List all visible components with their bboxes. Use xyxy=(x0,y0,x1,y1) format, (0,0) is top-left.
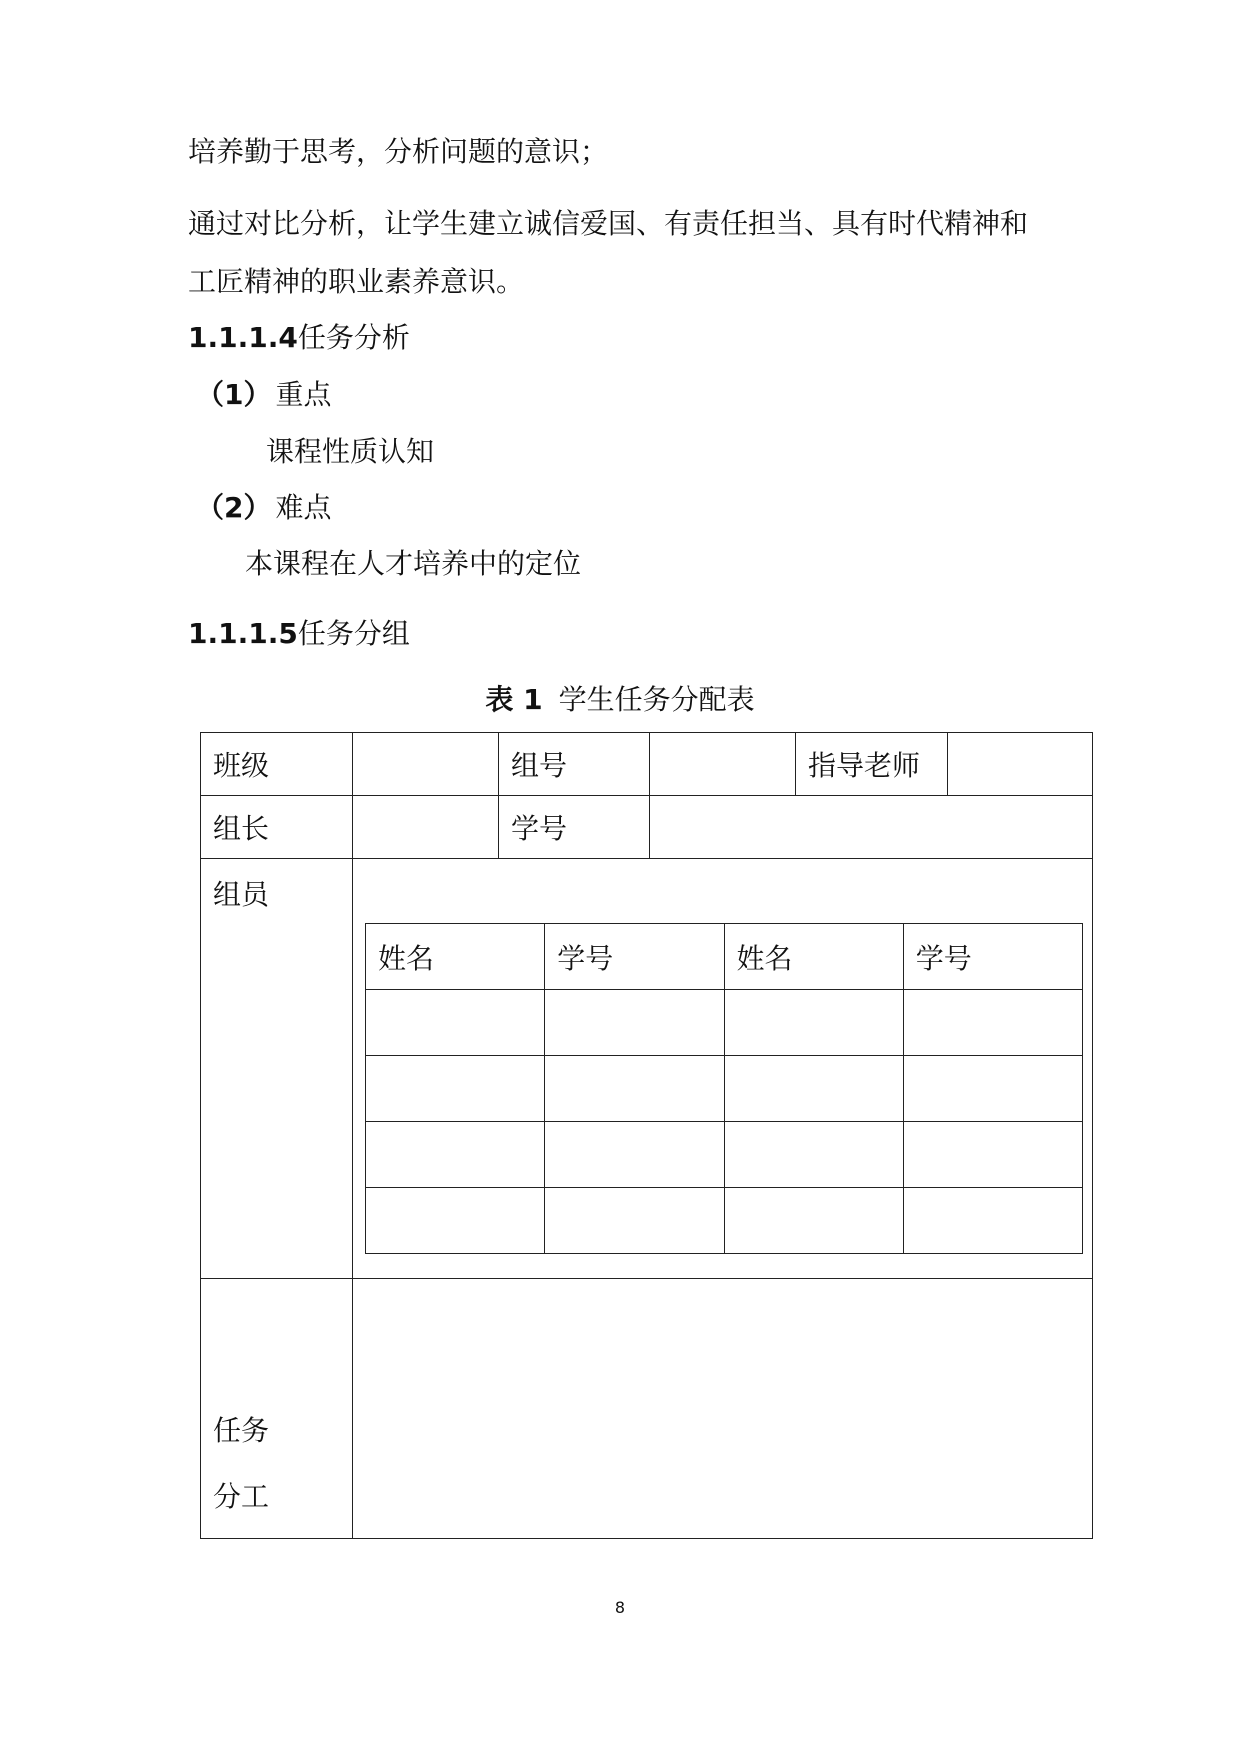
member-cell[interactable] xyxy=(724,1122,903,1188)
advisor-value[interactable] xyxy=(948,733,1093,796)
section-title: 任务分组 xyxy=(297,617,410,650)
group-no-label: 组号 xyxy=(499,733,650,796)
members-header-row xyxy=(366,924,1083,990)
body-line-1: 培养勤于思考，分析问题的意识； xyxy=(188,135,609,168)
advisor-label: 指导老师 xyxy=(796,733,948,796)
member-id-header: 学号 xyxy=(545,924,724,990)
key-point-title: 重点 xyxy=(275,378,332,411)
member-id-header: 学号 xyxy=(903,924,1082,990)
difficult-point-content: 本课程在人才培养中的定位 xyxy=(245,547,582,580)
table-row xyxy=(201,796,1093,859)
division-label xyxy=(201,1279,353,1539)
section-number: 1.1.1.4 xyxy=(188,321,298,354)
leader-id-label: 学号 xyxy=(499,796,650,859)
member-name-header: 姓名 xyxy=(724,924,903,990)
difficult-point-title: 难点 xyxy=(275,491,332,524)
member-cell[interactable] xyxy=(724,1188,903,1254)
member-cell[interactable] xyxy=(366,1122,545,1188)
group-no-value[interactable] xyxy=(650,733,796,796)
leader-value[interactable] xyxy=(353,796,499,859)
class-value[interactable] xyxy=(353,733,499,796)
leader-label: 组长 xyxy=(201,796,353,859)
table-caption-number: 表 1 xyxy=(485,683,543,716)
member-cell[interactable] xyxy=(903,1188,1082,1254)
task-assignment-table xyxy=(200,732,1093,1539)
section-1115-heading xyxy=(188,614,410,654)
members-label: 组员 xyxy=(201,859,353,1279)
table-row xyxy=(201,859,1093,1279)
table-row xyxy=(366,990,1083,1056)
members-cell xyxy=(353,859,1093,1279)
table-row xyxy=(201,733,1093,796)
table-row xyxy=(366,1056,1083,1122)
member-cell[interactable] xyxy=(903,1056,1082,1122)
member-cell[interactable] xyxy=(366,1188,545,1254)
division-label-line-1: 任务 xyxy=(213,1414,270,1447)
key-point-content: 课程性质认知 xyxy=(266,435,435,468)
leader-id-value[interactable] xyxy=(650,796,1093,859)
table-row xyxy=(366,1188,1083,1254)
division-label-line-2: 分工 xyxy=(213,1480,270,1513)
body-line-2: 通过对比分析，让学生建立诚信爱国、有责任担当、具有时代精神和 xyxy=(188,207,1029,240)
members-table xyxy=(365,923,1083,1254)
class-label: 班级 xyxy=(201,733,353,796)
member-cell[interactable] xyxy=(724,990,903,1056)
member-cell[interactable] xyxy=(903,1122,1082,1188)
member-cell[interactable] xyxy=(366,1056,545,1122)
key-point-label: （1） xyxy=(196,378,272,411)
section-number: 1.1.1.5 xyxy=(188,617,298,650)
page-number: 8 xyxy=(614,1598,626,1617)
difficult-point-heading xyxy=(196,488,332,528)
member-cell[interactable] xyxy=(545,1056,724,1122)
member-cell[interactable] xyxy=(903,990,1082,1056)
difficult-point-label: （2） xyxy=(196,491,272,524)
key-point-heading xyxy=(196,375,332,415)
table-row xyxy=(366,1122,1083,1188)
table-caption-title: 学生任务分配表 xyxy=(558,683,755,716)
section-1114-heading xyxy=(188,318,410,358)
member-cell[interactable] xyxy=(366,990,545,1056)
member-cell[interactable] xyxy=(724,1056,903,1122)
section-title: 任务分析 xyxy=(297,321,410,354)
member-cell[interactable] xyxy=(545,1188,724,1254)
table-row xyxy=(201,1279,1093,1539)
member-cell[interactable] xyxy=(545,990,724,1056)
member-name-header: 姓名 xyxy=(366,924,545,990)
table-caption xyxy=(0,680,1240,720)
member-cell[interactable] xyxy=(545,1122,724,1188)
division-value[interactable] xyxy=(353,1279,1093,1539)
body-line-3: 工匠精神的职业素养意识。 xyxy=(188,265,525,298)
